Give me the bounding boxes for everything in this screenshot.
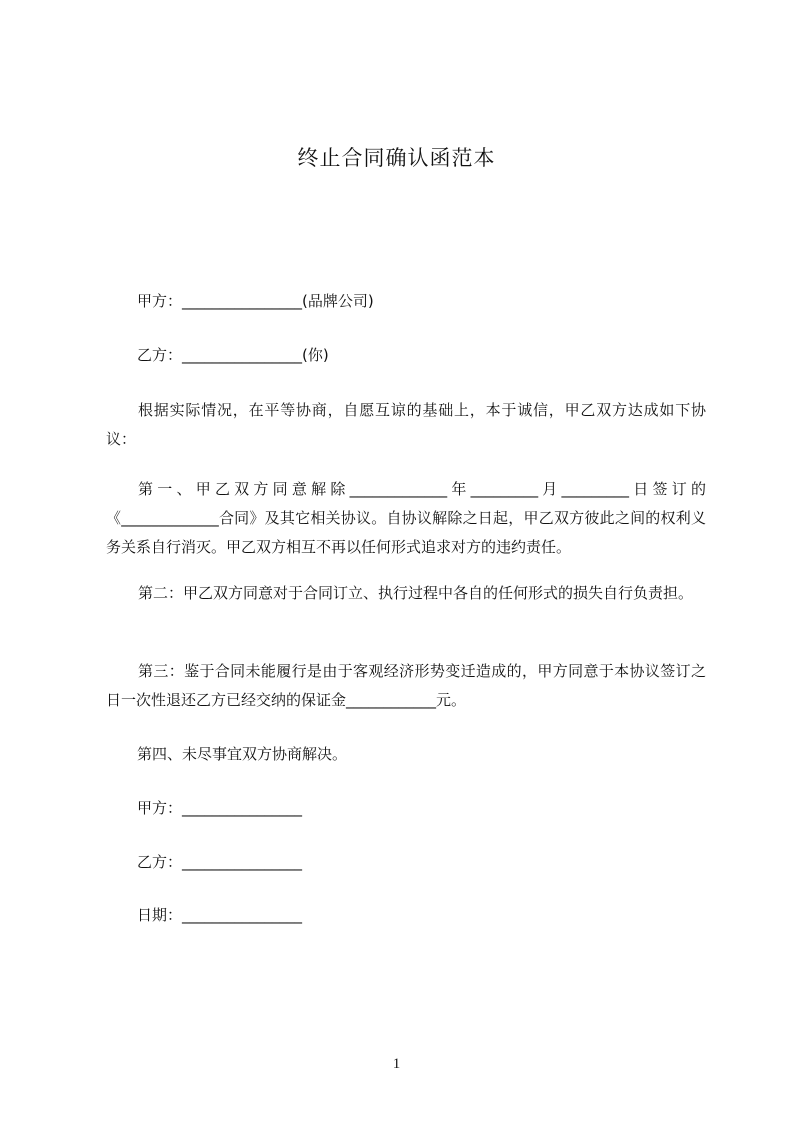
clause-3-text: 第三：鉴于合同未能履行是由于客观经济形势变迁造成的，甲方同意于本协议签订之日一次性退还乙方已经交纳的保证金____________元。 bbox=[106, 662, 706, 709]
signature-party-a: 甲方：________________ bbox=[137, 799, 303, 817]
signature-party-b: 乙方：________________ bbox=[137, 853, 303, 871]
intro-text: 根据实际情况，在平等协商，自愿互谅的基础上，本于诚信，甲乙双方达成如下协议： bbox=[106, 401, 706, 448]
party-a-line: 甲方：________________(品牌公司) bbox=[137, 292, 374, 310]
clause-4-line: 第四、未尽事宜双方协商解决。 bbox=[137, 745, 348, 763]
clause-1-paragraph bbox=[106, 475, 706, 562]
signature-date: 日期：________________ bbox=[137, 906, 303, 924]
page-number: 1 bbox=[392, 1056, 401, 1072]
clause-2-paragraph bbox=[106, 579, 706, 608]
intro-paragraph bbox=[106, 396, 706, 454]
document-title: 终止合同确认函范本 bbox=[297, 146, 496, 170]
clause-3-paragraph bbox=[106, 657, 706, 715]
party-b-line: 乙方：________________(你) bbox=[137, 346, 329, 364]
clause-2-text: 第二：甲乙双方同意对于合同订立、执行过程中各自的任何形式的损失自行负责担。 bbox=[138, 584, 694, 602]
clause-1-text: 第一、甲乙双方同意解除_____________年_________月_________日签订的《_____________合同》及其它相关协议。自协议解除之日起，甲乙双方彼此之间的权利义务关系自行消灭。甲乙双方相互不再以任何形式追求对方的违约责任。 bbox=[106, 480, 706, 556]
